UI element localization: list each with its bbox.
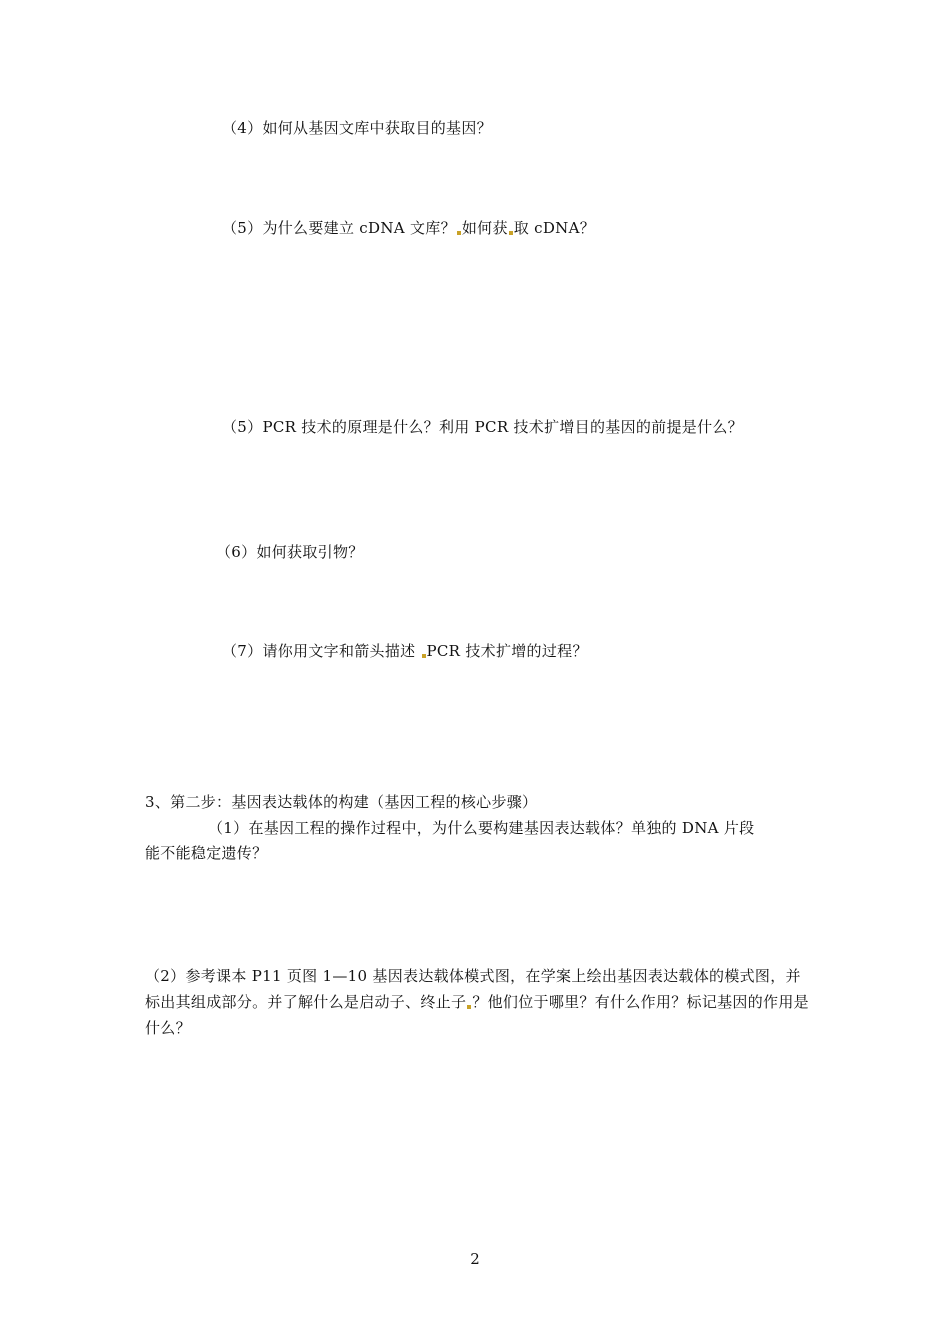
comment-marker-icon [457, 231, 461, 235]
page-number-text: 2 [470, 1250, 480, 1268]
question-5-cdna-text-2: 如何获 [461, 219, 508, 237]
question-6 [216, 542, 364, 562]
question-4-text: （4）如何从基因文库中获取目的基因？ [222, 119, 492, 137]
question-6-text: （6）如何获取引物？ [216, 543, 364, 561]
section-3-question-2-text-2: ？他们位于哪里？有什么作用？标记基因的作用是什么？ [145, 993, 809, 1037]
section-3-question-1-line-1 [208, 818, 754, 838]
section-3-question-2 [145, 963, 810, 1041]
section-3-heading [145, 792, 537, 812]
section-3-question-1-line-2 [145, 843, 267, 863]
question-5-cdna-text-3: 取 cDNA？ [513, 219, 596, 237]
section-3-question-2-text-1: （2）参考课本 P11 页图 1—10 基因表达载体模式图，在学案上绘出基因表达载体的模式图，并标出其组成部分。并了解什么是启动子、终止子 [145, 967, 801, 1011]
comment-marker-icon [422, 654, 426, 658]
section-3-heading-text: 3、第二步：基因表达载体的构建（基因工程的核心步骤） [145, 793, 538, 811]
question-5-pcr [222, 417, 743, 437]
comment-marker-icon [467, 1005, 471, 1009]
question-7-text-1: （7）请你用文字和箭头描述 [222, 642, 421, 660]
comment-marker-icon [509, 231, 513, 235]
question-5-cdna-text-1: （5）为什么要建立 cDNA 文库？ [222, 219, 456, 237]
question-7-text-2: PCR 技术扩增的过程？ [426, 642, 588, 660]
question-4 [222, 118, 492, 138]
question-5-cdna [222, 218, 595, 238]
section-3-question-1-text-2: 能不能稳定遗传？ [145, 844, 268, 862]
page-number [0, 1250, 950, 1268]
question-5-pcr-text: （5）PCR 技术的原理是什么？利用 PCR 技术扩增目的基因的前提是什么？ [222, 418, 743, 436]
question-7 [222, 641, 588, 661]
section-3-question-1-text-1: （1）在基因工程的操作过程中，为什么要构建基因表达载体？单独的 DNA 片段 [208, 819, 755, 837]
